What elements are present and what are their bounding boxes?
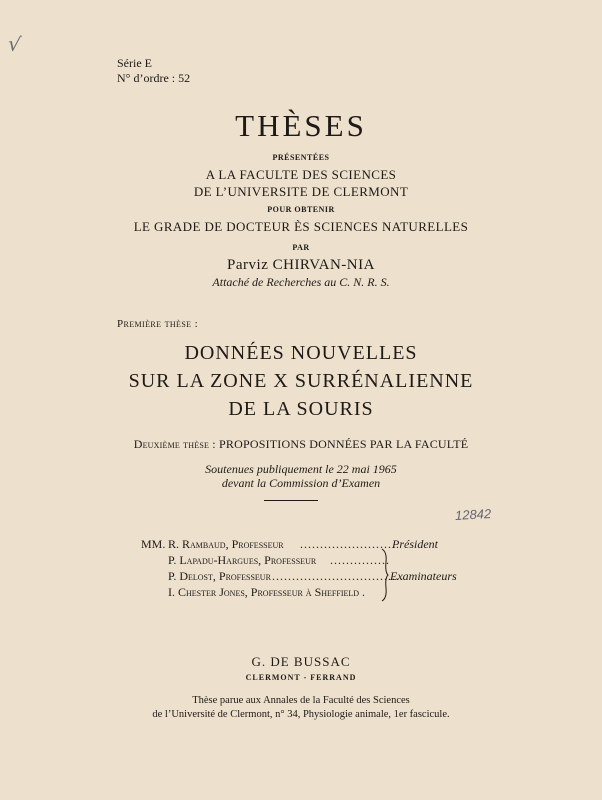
defense-date-line: Soutenues publiquement le 22 mai 1965 (205, 462, 397, 476)
leader-dots-2: ............... (330, 553, 390, 567)
publisher-city: CLERMONT - FERRAND (245, 673, 357, 682)
first-thesis-label: Première thèse : (117, 318, 199, 330)
series-label: Série E (117, 56, 152, 70)
leader-dots-3: ................................. (272, 569, 404, 583)
second-thesis-line (0, 437, 602, 452)
jury-member-4: I. Chester Jones, Professeur à Sheffield . (168, 585, 366, 599)
examiners-brace (381, 548, 389, 602)
handwritten-stamp-number: 12842 (454, 506, 492, 523)
president-role: Président (392, 537, 438, 551)
publisher-name: G. DE BUSSAC (251, 654, 351, 669)
jury-prefix: MM. (141, 537, 166, 551)
thesis-title-line-2: SUR LA ZONE X SURRÉNALIENNE (128, 370, 474, 392)
second-thesis-label: Deuxième thèse (133, 437, 210, 451)
publication-note-line-1: Thèse parue aux Annales de la Faculté des Sciences (192, 695, 410, 706)
separator-rule (264, 500, 318, 501)
leader-dots-1: ......................... (300, 537, 400, 551)
faculty-line-2: DE L’UNIVERSITE DE CLERMONT (193, 184, 409, 199)
series-header (117, 56, 190, 86)
order-number: N° d’ordre : 52 (117, 71, 191, 85)
defense-commission-line: devant la Commission d’Examen (221, 476, 381, 490)
second-thesis-text: : PROPOSITIONS DONNÉES PAR LA FACULTÉ (209, 437, 469, 451)
document-title: THÈSES (235, 108, 367, 143)
author-affiliation: Attaché de Recherches au C. N. R. S. (212, 275, 390, 289)
to-obtain-label: POUR OBTENIR (267, 205, 335, 214)
handwritten-margin-mark: √ (6, 31, 23, 57)
publication-note-line-2: de l’Université de Clermont, n° 34, Physiologie animale, 1er fascicule. (152, 709, 450, 720)
presented-label: PRÉSENTÉES (272, 153, 330, 162)
jury-member-1: R. Rambaud, Professeur (168, 537, 284, 551)
author-name: Parviz CHIRVAN-NIA (227, 257, 375, 273)
thesis-title-line-3: DE LA SOURIS (228, 398, 374, 420)
jury-member-3: P. Delost, Professeur (168, 569, 271, 583)
faculty-line-1: A LA FACULTE DES SCIENCES (205, 167, 397, 182)
by-label: PAR (292, 243, 310, 252)
thesis-title-line-1: DONNÉES NOUVELLES (184, 342, 418, 364)
degree-line: LE GRADE DE DOCTEUR ÈS SCIENCES NATURELLES (133, 219, 469, 234)
examiners-role: Examinateurs (390, 569, 457, 583)
jury-member-2: P. Lapadu-Hargues, Professeur (168, 553, 317, 567)
